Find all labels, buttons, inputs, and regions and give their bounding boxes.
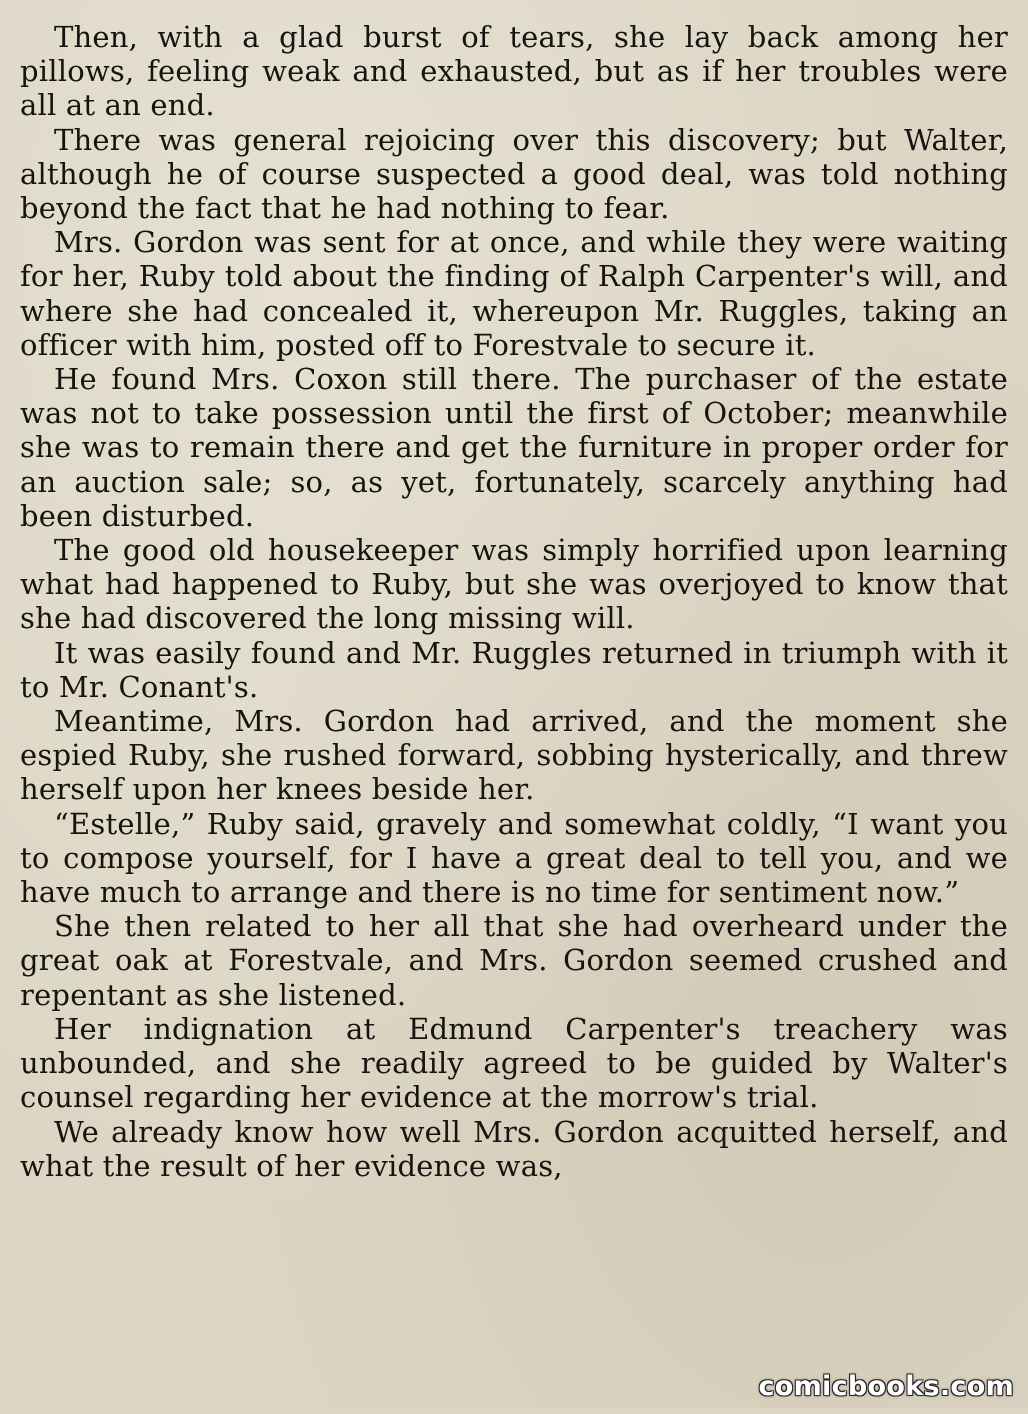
page-bottom-edge [0, 1408, 1028, 1414]
paragraph-11: We already know how well Mrs. Gordon acquitted herself, and what the result of her evidence was, [20, 1114, 1008, 1183]
paragraph-5: The good old housekeeper was simply horrified upon learning what had happened to Ruby, but she was overjoyed to know that she had discovered the long missing will. [20, 533, 1008, 636]
paragraph-7: Meantime, Mrs. Gordon had arrived, and the moment she espied Ruby, she rushed forward, sobbing hysterically, and threw herself upon her knees beside her. [20, 704, 1008, 807]
paragraph-1: Then, with a glad burst of tears, she lay back among her pillows, feeling weak and exhausted, but as if her troubles were all at an end. [20, 20, 1008, 123]
paragraph-9: She then related to her all that she had overheard under the great oak at Forestvale, and Mrs. Gordon seemed crushed and repentant as she listened. [20, 909, 1008, 1012]
paragraph-2: There was general rejoicing over this discovery; but Walter, although he of course suspected a good deal, was told nothing beyond the fact that he had nothing to fear. [20, 122, 1008, 226]
cropped-top-line [20, 0, 1008, 20]
paragraph-3: Mrs. Gordon was sent for at once, and while they were waiting for her, Ruby told about the finding of Ralph Carpenter's will, and where she had concealed it, whereupon Mr. Ruggles, taking an officer with him, posted off to Forestvale to secure it. [20, 225, 1008, 362]
site-watermark: comicbooks.com [758, 1371, 1014, 1402]
paragraph-8: “Estelle,” Ruby said, gravely and somewhat coldly, “I want you to compose yourself, for I have a great deal to tell you, and we have much to arrange and there is no time for sentiment now.” [20, 806, 1008, 910]
paragraph-4: He found Mrs. Coxon still there. The purchaser of the estate was not to take possession until the first of October; meanwhile she was to remain there and get the furniture in proper order for an auction sale; so, as yet, fortunately, scarcely anything had been disturbed. [20, 362, 1008, 533]
paragraph-10: Her indignation at Edmund Carpenter's treachery was unbounded, and she readily agreed to be guided by Walter's counsel regarding her evidence at the morrow's trial. [20, 1011, 1008, 1115]
paragraph-6: It was easily found and Mr. Ruggles returned in triumph with it to Mr. Conant's. [20, 635, 1008, 704]
article-column [20, 0, 1008, 1183]
